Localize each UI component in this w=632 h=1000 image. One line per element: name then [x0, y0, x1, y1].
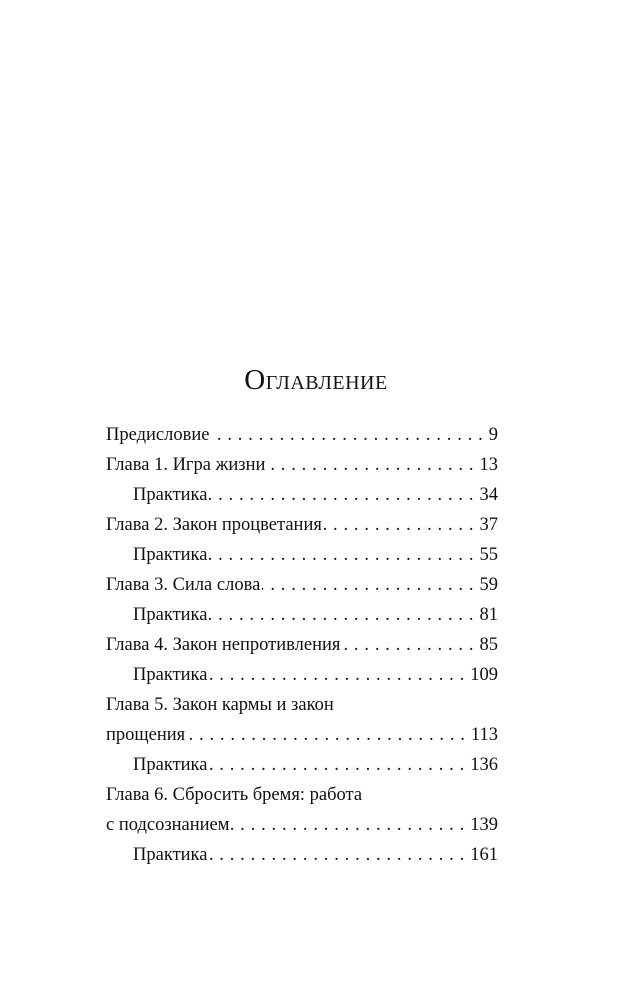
toc-entry-label: Практика — [133, 845, 208, 865]
dot-leader — [342, 634, 473, 656]
toc-entry-label: Глава 3. Сила слова — [106, 575, 261, 595]
table-of-contents — [106, 416, 498, 866]
toc-entry-page: 136 — [470, 755, 498, 775]
toc-entry-page: 85 — [479, 635, 498, 655]
dot-leader — [211, 424, 482, 446]
toc-entry-page: 81 — [479, 605, 498, 625]
toc-entry-page: 13 — [479, 455, 498, 475]
dot-leader — [209, 544, 473, 566]
toc-entry-label-line2: прощения — [106, 725, 186, 745]
toc-entry-practice-1[interactable] — [106, 476, 498, 506]
toc-entry-label: Практика — [133, 485, 208, 505]
toc-entry-label: Практика — [133, 545, 208, 565]
toc-entry-page: 37 — [479, 515, 498, 535]
toc-entry-label: Предисловие — [106, 425, 210, 445]
toc-entry-chapter-3[interactable] — [106, 566, 498, 596]
toc-entry-label-line1: Глава 6. Сбросить бремя: работа — [106, 785, 363, 805]
dot-leader — [324, 514, 474, 536]
toc-entry-page: 109 — [470, 665, 498, 685]
toc-entry-page: 55 — [479, 545, 498, 565]
dot-leader — [209, 844, 464, 866]
dot-leader — [267, 454, 473, 476]
dot-leader — [209, 664, 464, 686]
toc-entry-practice-6[interactable] — [106, 836, 498, 866]
toc-entry-label: Глава 2. Закон процветания — [106, 515, 322, 535]
toc-entry-chapter-5[interactable] — [106, 686, 498, 746]
toc-entry-chapter-2[interactable] — [106, 506, 498, 536]
dot-leader — [209, 484, 473, 506]
toc-heading: Оглавление — [244, 364, 388, 396]
dot-leader — [209, 754, 464, 776]
toc-entry-page: 34 — [479, 485, 498, 505]
dot-leader — [231, 814, 464, 836]
toc-entry-practice-2[interactable] — [106, 536, 498, 566]
toc-entry-page: 113 — [470, 725, 498, 745]
toc-entry-label: Практика — [133, 755, 208, 775]
dot-leader — [187, 724, 465, 746]
toc-entry-label: Практика — [133, 665, 208, 685]
toc-entry-page: 161 — [470, 845, 498, 865]
toc-entry-label-line2: с подсознанием — [106, 815, 230, 835]
toc-entry-practice-3[interactable] — [106, 596, 498, 626]
toc-entry-label: Практика — [133, 605, 208, 625]
dot-leader — [262, 574, 473, 596]
dot-leader — [209, 604, 473, 626]
toc-entry-chapter-4[interactable] — [106, 626, 498, 656]
toc-entry-chapter-1[interactable] — [106, 446, 498, 476]
toc-entry-preface[interactable] — [106, 416, 498, 446]
toc-entry-label-line1: Глава 5. Закон кармы и закон — [106, 695, 334, 715]
toc-entry-practice-5[interactable] — [106, 746, 498, 776]
toc-entry-page: 139 — [470, 815, 498, 835]
toc-entry-practice-4[interactable] — [106, 656, 498, 686]
toc-entry-chapter-6[interactable] — [106, 776, 498, 836]
toc-entry-page: 59 — [479, 575, 498, 595]
toc-entry-label: Глава 1. Игра жизни — [106, 455, 266, 475]
toc-entry-page: 9 — [488, 425, 498, 445]
toc-entry-label: Глава 4. Закон непротивления — [106, 635, 341, 655]
